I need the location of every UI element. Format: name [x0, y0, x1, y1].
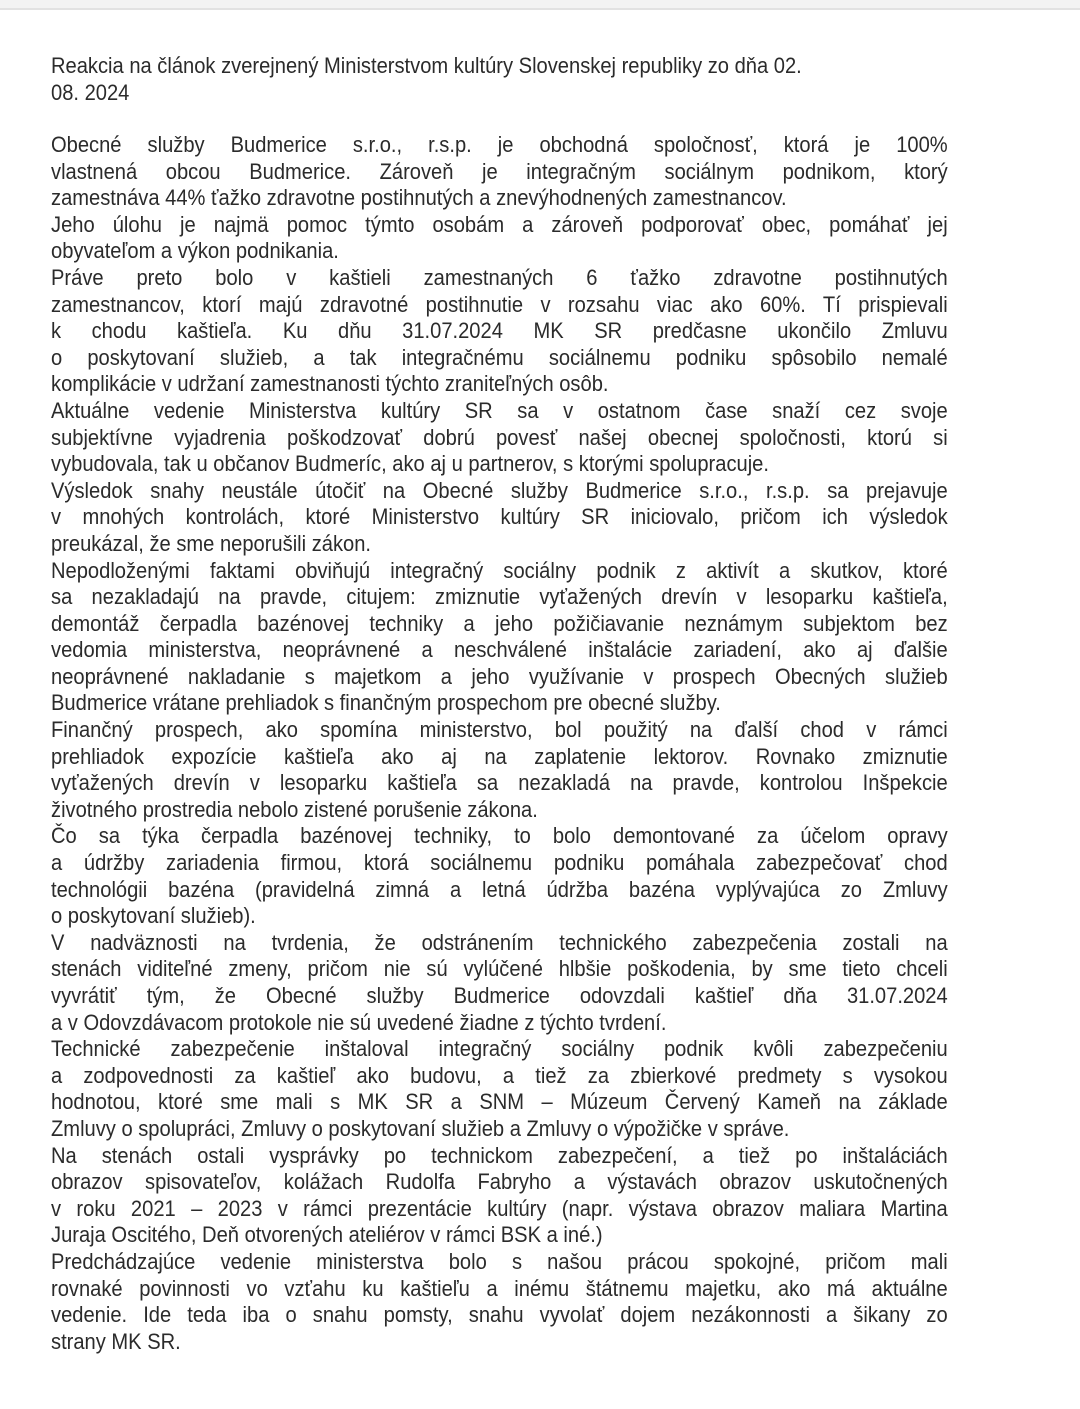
text-line: o poskytovaní služieb). [51, 903, 256, 929]
document-body [51, 52, 948, 1355]
text-line: Obecné služby Budmerice s.r.o., r.s.p. je obchodná spoločnosť, ktorá je 100% [51, 132, 948, 157]
text-line: Čo sa týka čerpadla bazénovej techniky, to bolo demontované za účelom opravy [51, 823, 948, 849]
paragraph [51, 1036, 948, 1142]
text-line: životného prostredia nebolo zistené porušenie zákona. [51, 796, 538, 822]
text-line: a údržby zariadenia firmou, ktorá sociálnemu podniku pomáhala zabezpečovať chod [51, 850, 948, 876]
text-line: prehliadok expozície kaštieľa ako aj na zaplatenie lektorov. Rovnako zmiznutie [51, 743, 948, 769]
text-line: Juraja Oscitého, Deň otvorených ateliérov v rámci BSK a iné.) [51, 1222, 603, 1248]
text-line: Budmerice vrátane prehliadok s finančným prospechom pre obecné služby. [51, 690, 721, 716]
text-line: neoprávnené nakladanie s majetkom a jeho využívanie v prospech Obecných služieb [51, 663, 948, 689]
title-line: Reakcia na článok zverejnený Ministerstvom kultúry Slovenskej republiky zo dňa 02. [51, 53, 802, 78]
text-line: obyvateľom a výkon podnikania. [51, 238, 339, 264]
text-line: Technické zabezpečenie inštaloval integračný sociálny podnik kvôli zabezpečeniu [51, 1036, 948, 1062]
text-line: Predchádzajúce vedenie ministerstva bolo s našou prácou spokojné, pričom mali [51, 1248, 948, 1274]
text-line: a v Odovzdávacom protokole nie sú uvedené žiadne z týchto tvrdení. [51, 1009, 667, 1035]
text-line: v mnohých kontrolách, ktoré Ministerstvo kultúry SR iniciovalo, pričom ich výsledok [51, 504, 948, 530]
text-line: v roku 2021 – 2023 v rámci prezentácie kultúry (napr. výstava obrazov maliara Martina [51, 1195, 948, 1221]
text-line: vyvrátiť tým, že Obecné služby Budmerice odovzdali kaštieľ dňa 31.07.2024 [51, 983, 948, 1008]
text-line: rovnaké povinnosti vo vzťahu ku kaštieľu a inému štátnemu majetku, ako má aktuálne [51, 1275, 948, 1301]
text-line: Jeho úlohu je najmä pomoc týmto osobám a zároveň podporovať obec, pomáhať jej [51, 211, 948, 237]
text-line: a zodpovednosti za kaštieľ ako budovu, a tiež za zbierkové predmety s vysokou [51, 1062, 948, 1088]
text-line: Finančný prospech, ako spomína ministerstvo, bol použitý na ďalší chod v rámci [51, 717, 948, 743]
text-line: demontáž čerpadla bazénovej techniky a jeho požičiavanie neznámym subjektom bez [51, 610, 948, 636]
text-line: V nadväznosti na tvrdenia, že odstránením technického zabezpečenia zostali na [51, 929, 948, 955]
paragraph [51, 930, 948, 1036]
text-line: vedomia ministerstva, neoprávnené a neschválené inštalácie zariadení, ako aj ďalšie [51, 637, 948, 663]
text-line: Práve preto bolo v kaštieli zamestnaných 6 ťažko zdravotne postihnutých [51, 264, 948, 290]
paragraph [51, 398, 948, 478]
text-line: technológii bazéna (pravidelná zimná a letná údržba bazéna vyplývajúca zo Zmluvy [51, 876, 948, 902]
text-line: subjektívne vyjadrenia poškodzovať dobrú povesť našej obecnej spoločnosti, ktorú si [51, 424, 948, 450]
text-line: vlastnená obcou Budmerice. Zároveň je integračným sociálnym podnikom, ktorý [51, 158, 948, 184]
text-line: Výsledok snahy neustále útočiť na Obecné služby Budmerice s.r.o., r.s.p. sa prejavuje [51, 477, 948, 503]
paragraph [51, 823, 948, 929]
text-line: Aktuálne vedenie Ministerstva kultúry SR sa v ostatnom čase snaží cez svoje [51, 397, 948, 423]
text-line: Na stenách ostali vysprávky po technickom zabezpečení, a tiež po inštaláciách [51, 1142, 948, 1168]
paragraph [51, 717, 948, 823]
top-bar [0, 0, 1080, 10]
text-line: hodnotou, ktoré sme mali s MK SR a SNM – Múzeum Červený Kameň na základe [51, 1089, 948, 1115]
paragraph [51, 1249, 948, 1355]
paragraph [51, 1143, 948, 1249]
text-line: Zmluvy o spolupráci, Zmluvy o poskytovaní služieb a Zmluvy o výpožičke v správe. [51, 1115, 790, 1141]
document-title [51, 52, 948, 106]
text-line: komplikácie v udržaní zamestnanosti týchto zraniteľných osôb. [51, 371, 609, 397]
text-line: vyťažených drevín v lesoparku kaštieľa sa nezakladá na pravde, kontrolou Inšpekcie [51, 770, 948, 796]
text-line: preukázal, že sme neporušili zákon. [51, 530, 372, 556]
paragraph [51, 558, 948, 718]
paragraph [51, 265, 948, 398]
text-line: zamestnáva 44% ťažko zdravotne postihnutých a znevýhodnených zamestnancov. [51, 185, 787, 211]
paragraphs [51, 132, 948, 1355]
paragraph [51, 212, 948, 265]
text-line: vedenie. Ide teda iba o snahu pomsty, snahu vyvolať dojem nezákonnosti a šikany zo [51, 1302, 948, 1328]
paragraph [51, 132, 948, 212]
text-line: vybudovala, tak u občanov Budmeríc, ako aj u partnerov, s ktorými spolupracuje. [51, 451, 769, 477]
text-line: k chodu kaštieľa. Ku dňu 31.07.2024 MK SR predčasne ukončilo Zmluvu [51, 318, 948, 344]
document-content [51, 52, 948, 1355]
text-line: o poskytovaní služieb, a tak integračnému sociálnemu podniku spôsobilo nemalé [51, 344, 948, 370]
paragraph [51, 478, 948, 558]
text-line: stenách viditeľné zmeny, pričom nie sú vylúčené hlbšie poškodenia, by sme tieto chceli [51, 956, 948, 982]
text-line: strany MK SR. [51, 1328, 181, 1354]
text-line: obrazov spisovateľov, kolážach Rudolfa Fabryho a výstavách obrazov uskutočnených [51, 1169, 948, 1195]
text-line: Nepodloženými faktami obviňujú integračný sociálny podnik z aktivít a skutkov, ktoré [51, 557, 948, 583]
text-line: zamestnancov, ktorí majú zdravotné postihnutie v rozsahu viac ako 60%. Tí prispievali [51, 291, 948, 317]
text-line: sa nezakladajú na pravde, citujem: zmiznutie vyťažených drevín v lesoparku kaštieľa, [51, 584, 948, 610]
title-line: 08. 2024 [51, 80, 130, 105]
